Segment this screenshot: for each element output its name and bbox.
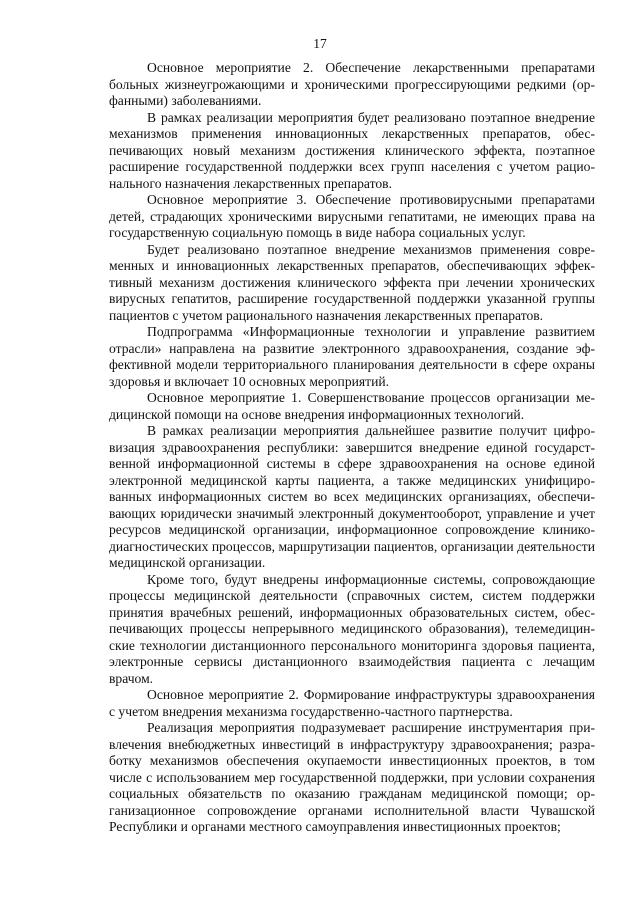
paragraph: Кроме того, будут внедрены информационные системы, сопровождающие процессы медицинской деятельности (справочных систем, систем поддержки принятия врачебных решений, информационных образовательных систем, обеспечивающих процессы непрерывного медицинского образования), телемедицинские технологии дистанционного персонального мониторинга здоровья пациента, электронные сервисы дистанционного взаимодействия пациента с лечащим врачом. [109,571,595,686]
paragraph: Будет реализовано поэтапное внедрение механизмов применения современных и инновационных лекарственных препаратов, обеспечивающих эффективный механизм достижения клинического эффекта при лечении хронических вирусных гепатитов, расширение государственной поддержки указанной группы пациентов с учетом рационального назначения лекарственных препаратов. [109,241,595,323]
paragraph: Основное мероприятие 2. Обеспечение лекарственными препаратами больных жизнеугрожающими и хроническими прогрессирующими редкими (орфанными) заболеваниями. [109,60,595,108]
paragraph: В рамках реализации мероприятия дальнейшее развитие получит цифровизация здравоохранения республики: завершится внедрение единой государственной информационной системы в сфере здравоохранения на основе единой электронной медицинской карты пациента, а также медицинских унифицированных информационных систем во всех медицинских организациях, обеспечивающих юридически значимый электронный документооборот, управление и учет ресурсов медицинской организации, информационное сопровождение клинико-диагностических процессов, маршрутизации пациентов, организации деятельности медицинской организации. [109,423,595,570]
paragraph: Основное мероприятие 2. Формирование инфраструктуры здравоохранения с учетом внедрения механизма государственно-частного партнерства. [109,687,595,719]
paragraph: Основное мероприятие 1. Совершенствование процессов организации медицинской помощи на основе внедрения информационных технологий. [109,390,595,422]
page-number: 17 [313,36,327,51]
document-body [109,60,595,836]
paragraph: Основное мероприятие 3. Обеспечение противовирусными препаратами детей, страдающих хроническими вирусными гепатитами, не имеющих права на государственную социальную помощь в виде набора социальных услуг. [109,192,595,240]
paragraph: В рамках реализации мероприятия будет реализовано поэтапное внедрение механизмов применения инновационных лекарственных препаратов, обеспечивающих новый механизм достижения клинического эффекта, поэтапное расширение государственной поддержки всех групп населения с учетом рационального назначения лекарственных препаратов. [109,109,595,191]
paragraph: Реализация мероприятия подразумевает расширение инструментария привлечения внебюджетных инвестиций в инфраструктуру здравоохранения; разработку механизмов обеспечения окупаемости инвестиционных проектов, в том числе с использованием мер государственной поддержки, при условии сохранения социальных обязательств по оказанию гражданам медицинской помощи; организационное сопровождение органами исполнительной власти Чувашской Республики и органами местного самоуправления инвестиционных проектов; [109,720,595,834]
paragraph: Подпрограмма «Информационные технологии и управление развитием отрасли» направлена на развитие электронного здравоохранения, создание эффективной модели территориального планирования деятельности в сфере охраны здоровья и включает 10 основных мероприятий. [109,324,595,389]
